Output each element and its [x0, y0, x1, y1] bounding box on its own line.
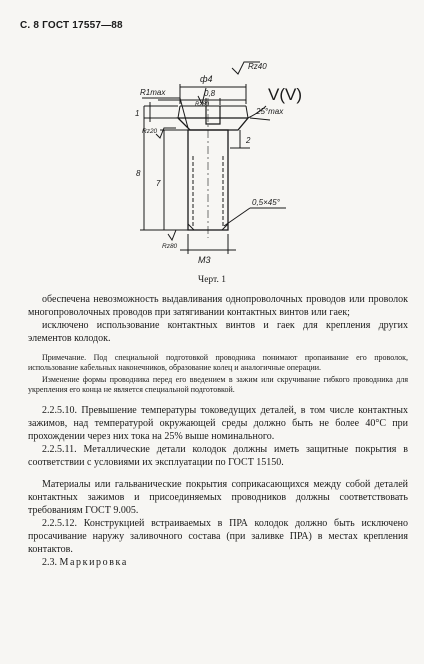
label-8: 8 — [136, 169, 141, 178]
roughness-sign: V(V) — [268, 85, 302, 104]
label-7: 7 — [156, 179, 161, 188]
section-title: Маркировка — [59, 557, 128, 568]
label-2: 2 — [246, 136, 251, 145]
screw-drawing — [100, 58, 360, 273]
section-number: 2.3. — [42, 557, 57, 568]
paragraph-2: исключено использование контактных винтов и гаек для крепления других элементов колодок. — [28, 320, 408, 344]
section-heading — [28, 556, 408, 569]
page-header: С. 8 ГОСТ 17557—88 — [20, 20, 123, 31]
body-text — [28, 293, 408, 569]
figure-caption: Черт. 1 — [198, 275, 226, 285]
label-08: 0,8 — [204, 89, 216, 98]
label-diam: ф4 — [200, 74, 213, 84]
paragraph-3: 2.2.5.10. Превышение температуры токоведущих деталей, в том числе контактных зажимов, над температурой окружающей среды должно быть не более 40°С при прохождении через них тока на 25% выше номинального. — [28, 405, 408, 442]
paragraph-1: обеспечена невозможность выдавливания однопроволочных проводов или проволок многопроволочных проводов при затягивании контактных винтов или гаек; — [28, 294, 408, 318]
paragraph-5: Материалы или гальванические покрытия соприкасающихся между собой деталей контактных зажимов и присоединяемых проводников должны соответствовать требованиям ГОСТ 9.005. — [28, 479, 408, 516]
label-rz40: Rz40 — [248, 62, 267, 71]
label-1: 1 — [135, 109, 140, 118]
paragraph-6: 2.2.5.12. Конструкцией встраиваемых в ПРА колодок должно быть исключено просачивание наружу заливочного состава (при заливке ПРА) в местах крепления контактов. — [28, 518, 408, 555]
label-angle: 25°max — [256, 107, 284, 116]
label-rz80-bottom: Rz80 — [162, 243, 178, 250]
note-1: Примечание. Под специальной подготовкой проводника понимают пропаивание его проволок, использование кабельных наконечников, образование колец и аналогичные операции. — [28, 353, 408, 372]
label-r1max: R1max — [140, 88, 166, 97]
label-chamfer: 0,5×45° — [252, 198, 280, 207]
paragraph-4: 2.2.5.11. Металлические детали колодок должны иметь защитные покрытия в соответствии с условиями их эксплуатации по ГОСТ 15150. — [28, 444, 408, 468]
label-m3: М3 — [198, 255, 211, 265]
label-rz80-head: Rz80 — [195, 102, 210, 108]
note-2: Изменение формы проводника перед его введением в зажим или скручивание гибкого проводника для укрепления его конца не является специальной подготовкой. — [28, 375, 408, 394]
label-rz20: Rz20 — [142, 128, 158, 135]
